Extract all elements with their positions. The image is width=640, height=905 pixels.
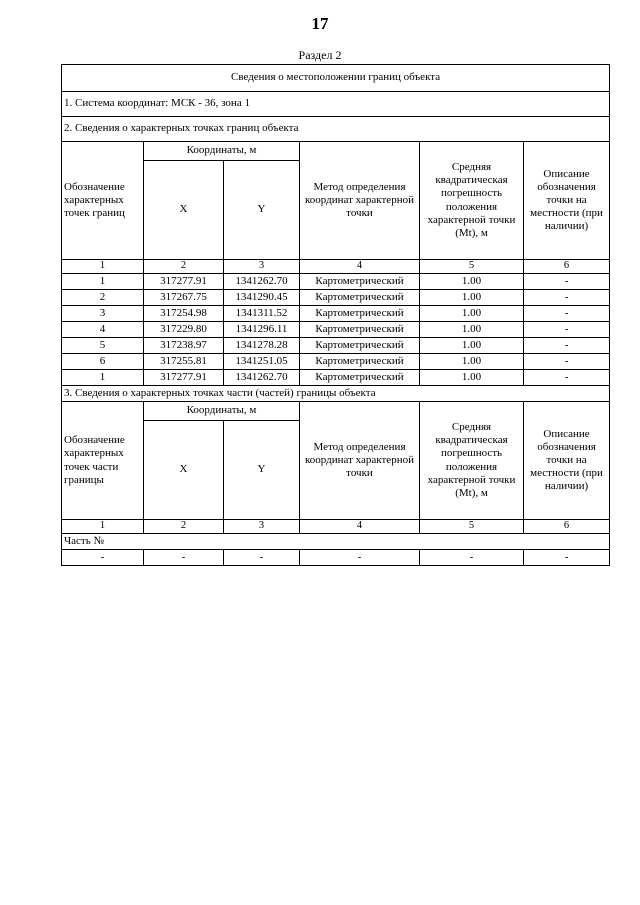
point-desc: - xyxy=(524,290,610,306)
point-x: 317277.91 xyxy=(144,370,224,386)
point-y: 1341290.45 xyxy=(224,290,300,306)
point-mt: 1.00 xyxy=(420,338,524,354)
part-label: Часть № xyxy=(62,534,610,550)
point-mt: 1.00 xyxy=(420,274,524,290)
column-numbers-row xyxy=(62,520,610,534)
table-row xyxy=(62,550,610,566)
column-number: 5 xyxy=(420,520,524,534)
point-method: Картометрический xyxy=(300,290,420,306)
empty-cell: - xyxy=(300,550,420,566)
page-number: 17 xyxy=(311,14,329,33)
column-number: 6 xyxy=(524,260,610,274)
point-x: 317255.81 xyxy=(144,354,224,370)
empty-cell: - xyxy=(420,550,524,566)
table-title: Сведения о местоположении границ объекта xyxy=(62,65,610,92)
header-designation: Обозначение характерных точек границ xyxy=(62,142,144,260)
empty-cell: - xyxy=(144,550,224,566)
point-id: 4 xyxy=(62,322,144,338)
point-desc: - xyxy=(524,306,610,322)
column-numbers-row xyxy=(62,260,610,274)
point-y: 1341251.05 xyxy=(224,354,300,370)
table-row xyxy=(62,354,610,370)
point-id: 1 xyxy=(62,274,144,290)
empty-cell: - xyxy=(524,550,610,566)
point-y: 1341262.70 xyxy=(224,274,300,290)
point-id: 2 xyxy=(62,290,144,306)
section3-title: 3. Сведения о характерных точках части (частей) границы объекта xyxy=(62,386,610,402)
column-number: 1 xyxy=(62,520,144,534)
header-y: Y xyxy=(224,421,300,520)
header-method: Метод определения координат характерной точки xyxy=(300,402,420,520)
column-number: 3 xyxy=(224,520,300,534)
point-y: 1341262.70 xyxy=(224,370,300,386)
point-y: 1341296.11 xyxy=(224,322,300,338)
point-mt: 1.00 xyxy=(420,354,524,370)
header-accuracy: Средняя квадратическая погрешность положения характерной точки (Mt), м xyxy=(420,402,524,520)
header-x: X xyxy=(144,421,224,520)
point-mt: 1.00 xyxy=(420,306,524,322)
empty-cell: - xyxy=(224,550,300,566)
point-x: 317229.80 xyxy=(144,322,224,338)
header-method: Метод определения координат характерной точки xyxy=(300,142,420,260)
table-row xyxy=(62,290,610,306)
header-coords: Координаты, м xyxy=(144,402,300,421)
point-desc: - xyxy=(524,354,610,370)
section-caption: Раздел 2 xyxy=(298,48,342,62)
point-id: 3 xyxy=(62,306,144,322)
table-row xyxy=(62,322,610,338)
column-number: 6 xyxy=(524,520,610,534)
point-x: 317254.98 xyxy=(144,306,224,322)
column-number: 2 xyxy=(144,520,224,534)
point-method: Картометрический xyxy=(300,338,420,354)
table-row xyxy=(62,338,610,354)
section2-title: 2. Сведения о характерных точках границ объекта xyxy=(62,117,610,142)
point-desc: - xyxy=(524,322,610,338)
point-method: Картометрический xyxy=(300,274,420,290)
column-number: 4 xyxy=(300,520,420,534)
header-x: X xyxy=(144,161,224,260)
header-y: Y xyxy=(224,161,300,260)
empty-cell: - xyxy=(62,550,144,566)
column-number: 2 xyxy=(144,260,224,274)
column-number: 3 xyxy=(224,260,300,274)
point-id: 1 xyxy=(62,370,144,386)
point-y: 1341311.52 xyxy=(224,306,300,322)
table-row xyxy=(62,370,610,386)
coord-system: 1. Система координат: МСК - 36, зона 1 xyxy=(62,92,610,117)
point-desc: - xyxy=(524,338,610,354)
point-id: 6 xyxy=(62,354,144,370)
point-mt: 1.00 xyxy=(420,290,524,306)
column-number: 5 xyxy=(420,260,524,274)
point-x: 317238.97 xyxy=(144,338,224,354)
boundary-table xyxy=(61,64,610,566)
point-method: Картометрический xyxy=(300,354,420,370)
table-row xyxy=(62,274,610,290)
point-desc: - xyxy=(524,370,610,386)
point-method: Картометрический xyxy=(300,370,420,386)
point-method: Картометрический xyxy=(300,306,420,322)
point-mt: 1.00 xyxy=(420,322,524,338)
header-accuracy: Средняя квадратическая погрешность положения характерной точки (Mt), м xyxy=(420,142,524,260)
table-row xyxy=(62,306,610,322)
point-x: 317277.91 xyxy=(144,274,224,290)
point-desc: - xyxy=(524,274,610,290)
column-number: 1 xyxy=(62,260,144,274)
point-id: 5 xyxy=(62,338,144,354)
column-number: 4 xyxy=(300,260,420,274)
point-method: Картометрический xyxy=(300,322,420,338)
header-coords: Координаты, м xyxy=(144,142,300,161)
header-description: Описание обозначения точки на местности (при наличии) xyxy=(524,402,610,520)
point-y: 1341278.28 xyxy=(224,338,300,354)
point-x: 317267.75 xyxy=(144,290,224,306)
point-mt: 1.00 xyxy=(420,370,524,386)
header-designation: Обозначение характерных точек части границы xyxy=(62,402,144,520)
header-description: Описание обозначения точки на местности (при наличии) xyxy=(524,142,610,260)
